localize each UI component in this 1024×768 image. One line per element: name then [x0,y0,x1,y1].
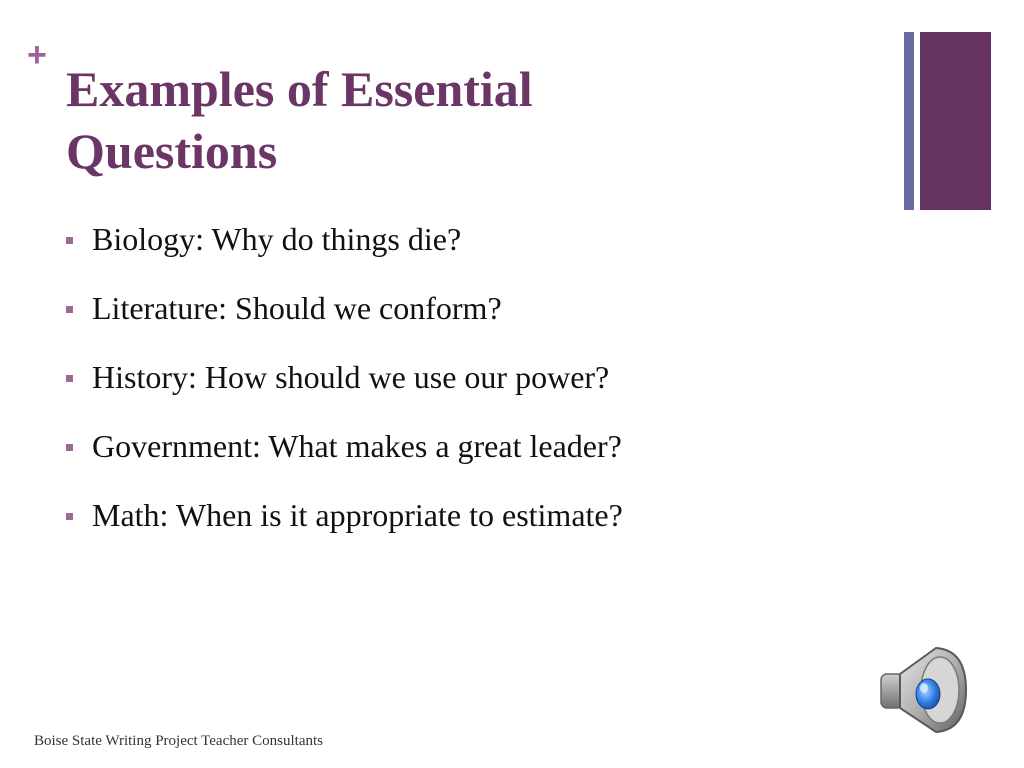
bullet-square-icon [66,237,73,244]
bullet-text: Biology: Why do things die? [92,221,462,257]
title-line-2: Questions [66,123,278,179]
bullet-square-icon [66,444,73,451]
speaker-icon[interactable] [878,644,970,736]
bullet-text: Literature: Should we conform? [92,290,502,326]
plus-icon: + [27,36,47,74]
bullet-square-icon [66,375,73,382]
bullet-text: History: How should we use our power? [92,359,610,395]
bullet-text: Government: What makes a great leader? [92,428,622,464]
decorative-bar-thin [904,32,914,210]
list-item [66,423,623,492]
list-item [66,216,623,285]
title-line-1: Examples of Essential [66,61,533,117]
slide-title [66,58,846,182]
list-item [66,354,623,423]
bullet-text: Math: When is it appropriate to estimate? [92,497,623,533]
bullet-square-icon [66,513,73,520]
bullet-list [66,216,623,561]
decorative-bar-wide [920,32,991,210]
list-item [66,285,623,354]
list-item [66,492,623,561]
bullet-square-icon [66,306,73,313]
footer-credit: Boise State Writing Project Teacher Consultants [34,733,323,749]
